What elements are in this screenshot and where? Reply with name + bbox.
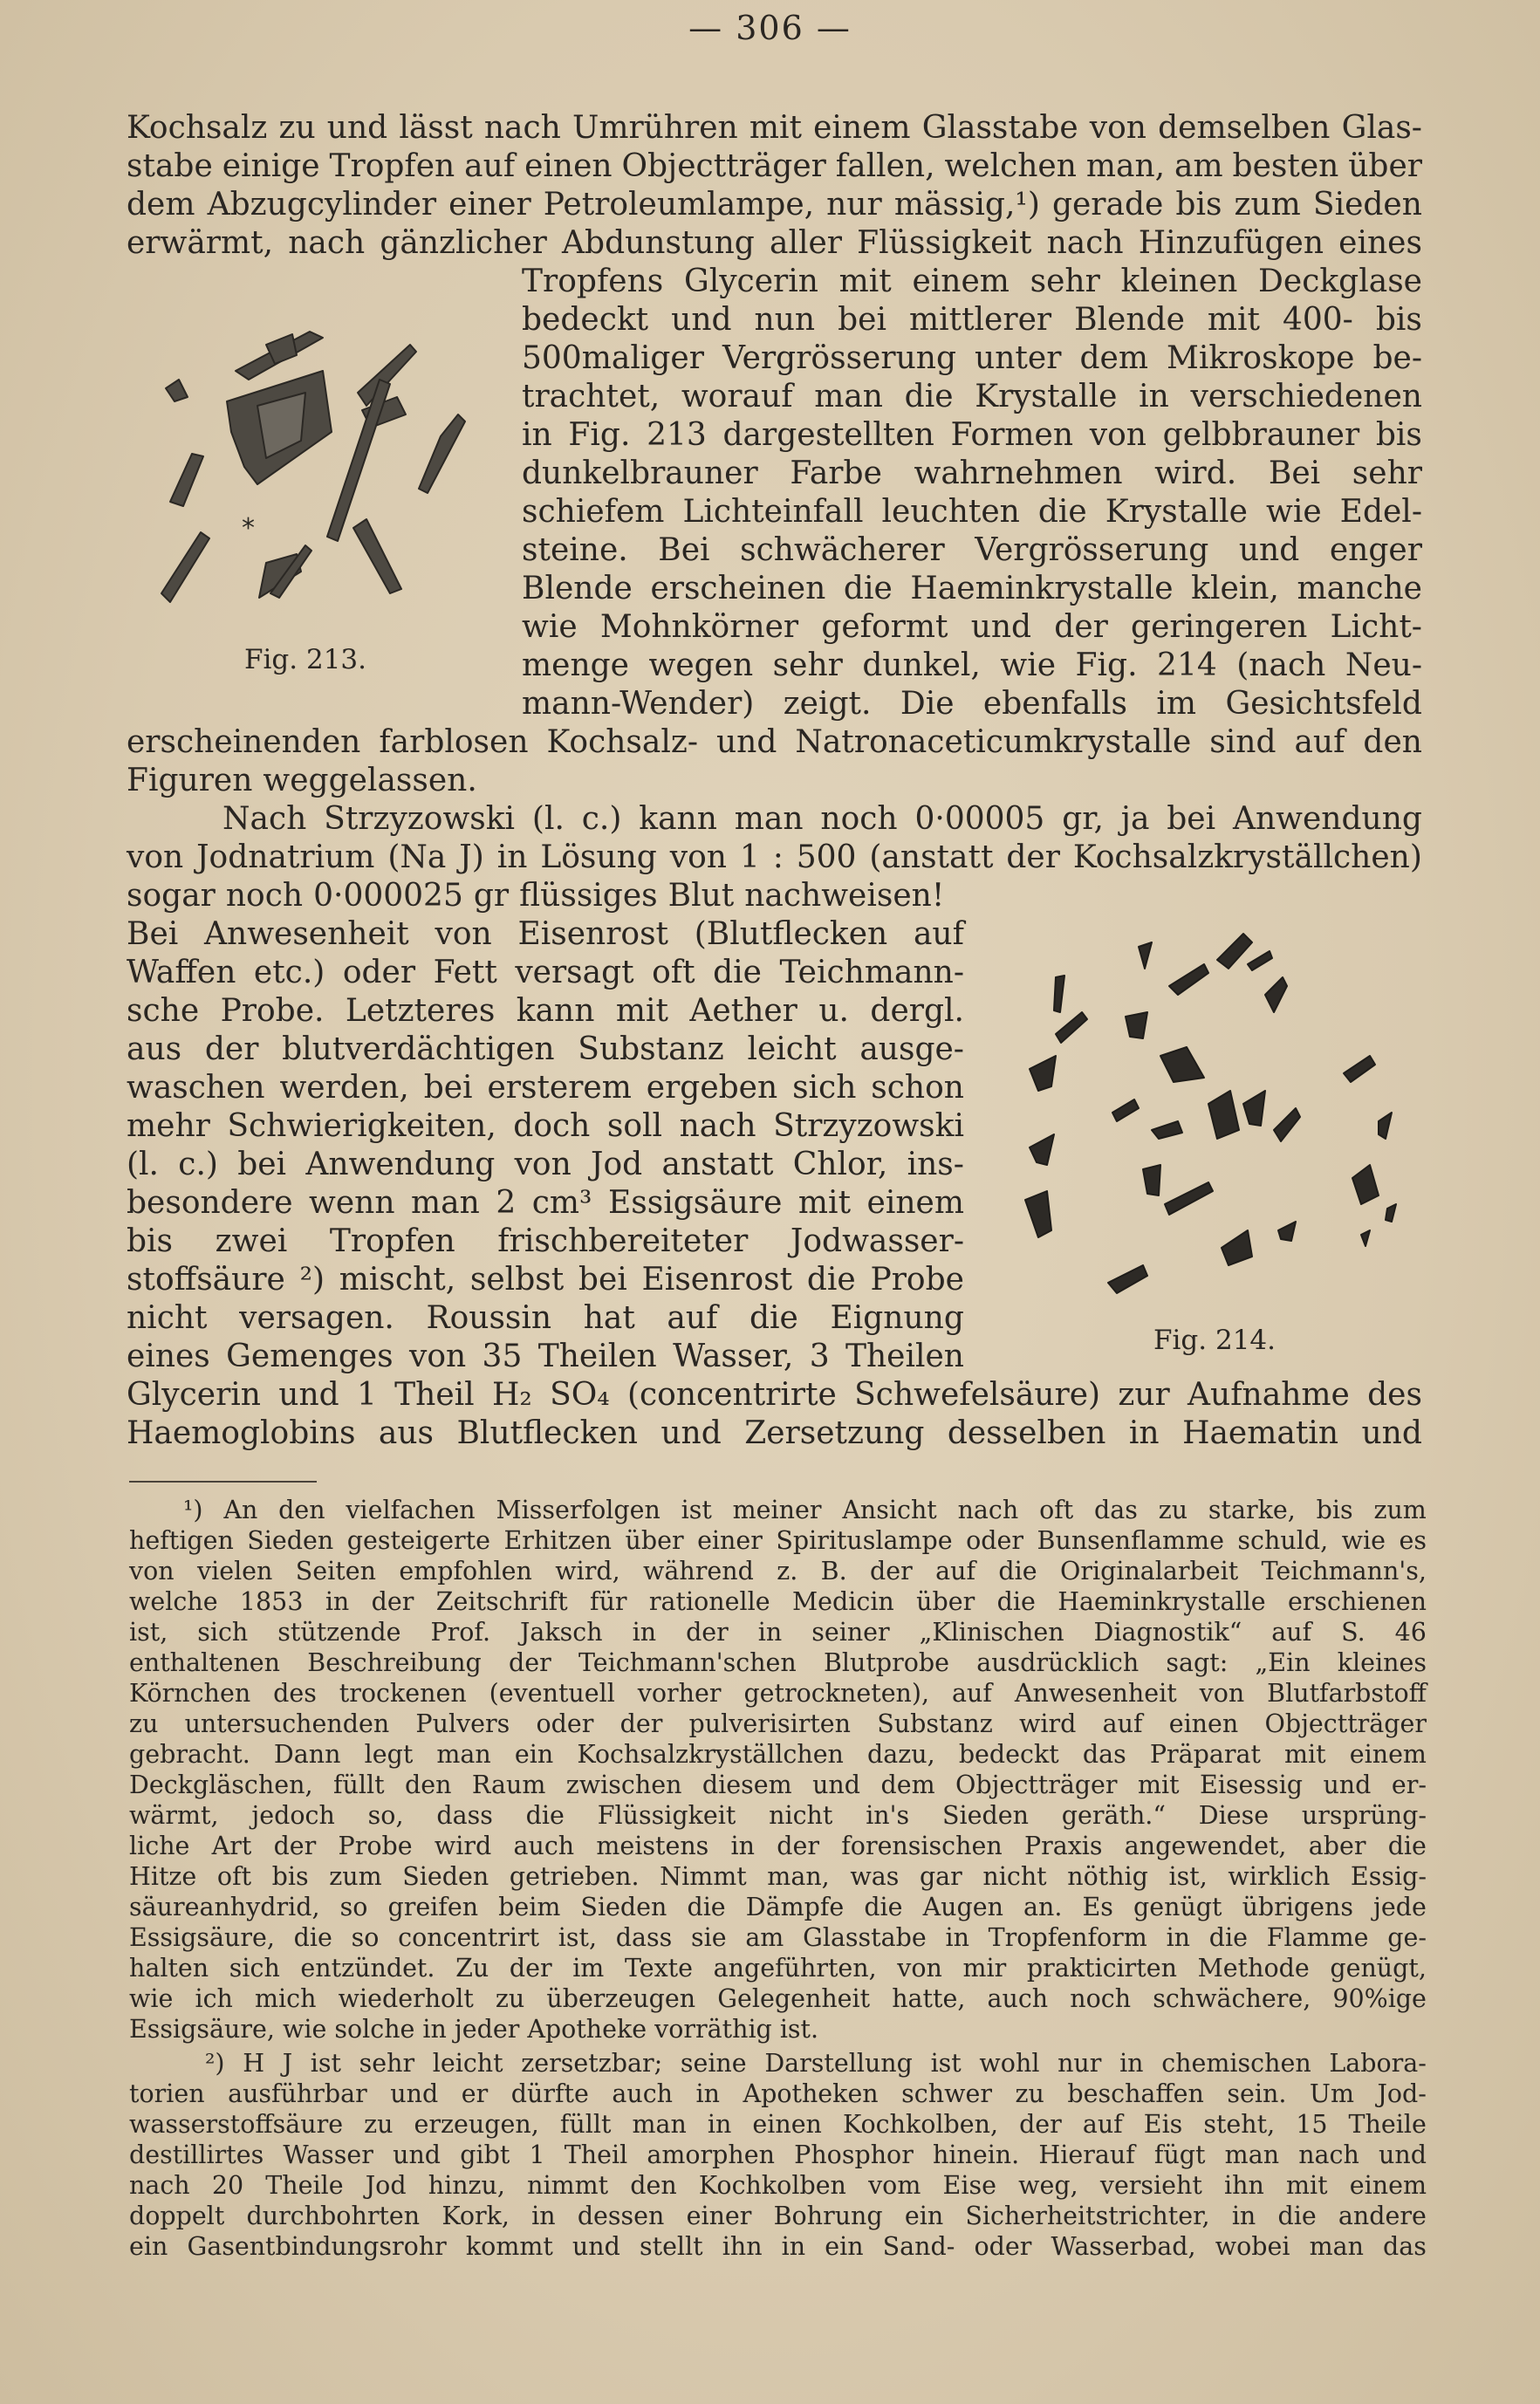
crystal-shape bbox=[1222, 1230, 1252, 1265]
crystal-shape bbox=[1152, 1121, 1182, 1139]
crystal-shape bbox=[1243, 1091, 1265, 1126]
footnote-line: Essigsäure, die so concentrirt ist, dass sie am Glasstabe in Tropfenform in die Flamme ge- bbox=[129, 1923, 1427, 1952]
body-line: Haemoglobins aus Blutflecken und Zersetzung desselben in Haematin und bbox=[127, 1415, 1422, 1451]
footnote-line: wie ich mich wiederholt zu überzeugen Gelegenheit hatte, auch noch schwächere, 90%ige bbox=[129, 1984, 1427, 2013]
footnote-line: ein Gasentbindungsrohr kommt und stellt ihn in ein Sand- oder Wasserbad, wobei man das bbox=[129, 2232, 1427, 2261]
body-line: in Fig. 213 dargestellten Formen von gelbbrauner bis bbox=[522, 417, 1422, 453]
body-line: steine. Bei schwächerer Vergrösserung und enger bbox=[522, 532, 1422, 568]
footnote-line: zu untersuchenden Pulvers oder der pulverisirten Substanz wird auf einen Objectträger bbox=[129, 1709, 1427, 1738]
crystal-shape bbox=[1054, 976, 1064, 1012]
body-line: von Jodnatrium (Na J) in Lösung von 1 : 500 (anstatt der Kochsalzkryställchen) bbox=[127, 839, 1422, 875]
footnote-line: liche Art der Probe wird auch meistens in der forensischen Praxis angewendet, aber die bbox=[129, 1832, 1427, 1860]
body-line: Nach Strzyzowski (l. c.) kann man noch 0·00005 gr, ja bei Anwendung bbox=[222, 801, 1422, 837]
body-line: eines Gemenges von 35 Theilen Wasser, 3 Theilen bbox=[127, 1339, 964, 1374]
crystal-shape bbox=[1025, 1191, 1051, 1237]
footnote-line: Deckgläschen, füllt den Raum zwischen diesem und dem Objectträger mit Eisessig und er- bbox=[129, 1770, 1427, 1799]
body-line: besondere wenn man 2 cm³ Essigsäure mit einem bbox=[127, 1185, 964, 1221]
body-line: 500maliger Vergrösserung unter dem Mikroskope be- bbox=[522, 340, 1422, 376]
body-line: trachtet, worauf man die Krystalle in verschiedenen bbox=[522, 379, 1422, 414]
crystal-shape bbox=[1165, 1182, 1213, 1215]
body-line: (l. c.) bei Anwendung von Jod anstatt Chlor, ins- bbox=[127, 1147, 964, 1182]
body-line: Bei Anwesenheit von Eisenrost (Blutflecken auf bbox=[127, 916, 964, 952]
figure-213-illustration bbox=[144, 310, 484, 624]
footnote-line: ¹) An den vielfachen Misserfolgen ist meiner Ansicht nach oft das zu starke, bis zum bbox=[183, 1496, 1427, 1524]
footnote-line: heftigen Sieden gesteigerte Erhitzen über einer Spirituslampe oder Bunsenflamme schuld, wie es bbox=[129, 1526, 1427, 1555]
body-line: erscheinenden farblosen Kochsalz- und Natronaceticumkrystalle sind auf den bbox=[127, 724, 1422, 760]
crystal-shape bbox=[1386, 1204, 1396, 1222]
body-line: Glycerin und 1 Theil H₂ SO₄ (concentrirte Schwefelsäure) zur Aufnahme des bbox=[127, 1377, 1422, 1413]
crystal-shape bbox=[1030, 1056, 1056, 1091]
body-line: dem Abzugcylinder einer Petroleumlampe, nur mässig,¹) gerade bis zum Sieden bbox=[127, 187, 1422, 223]
crystal-shape bbox=[1217, 934, 1252, 969]
crystal-shape bbox=[1265, 977, 1287, 1012]
footnote-line: gebracht. Dann legt man ein Kochsalzkryställchen dazu, bedeckt das Präparat mit einem bbox=[129, 1740, 1427, 1769]
footnote-line: torien ausführbar und er dürfte auch in Apotheken schwer zu beschaffen sein. Um Jod- bbox=[129, 2079, 1427, 2108]
crystal-shape bbox=[1208, 1091, 1239, 1139]
body-line: stoffsäure ²) mischt, selbst bei Eisenrost die Probe bbox=[127, 1262, 964, 1298]
crystal-shape bbox=[166, 380, 188, 401]
body-line: Kochsalz zu und lässt nach Umrühren mit einem Glasstabe von demselben Glas- bbox=[127, 110, 1422, 146]
footnote-line: ist, sich stützende Prof. Jaksch in der in seiner „Klinischen Diagnostik“ auf S. 46 bbox=[129, 1618, 1427, 1647]
footnote-line: ²) H J ist sehr leicht zersetzbar; seine Darstellung ist wohl nur in chemischen Labora- bbox=[205, 2049, 1427, 2078]
body-line: nicht versagen. Roussin hat auf die Eignung bbox=[127, 1300, 964, 1336]
crystal-shape bbox=[1379, 1113, 1392, 1139]
star-mark: * bbox=[242, 513, 255, 544]
crystal-shape bbox=[1139, 942, 1152, 969]
body-line: Tropfens Glycerin mit einem sehr kleinen Deckglase bbox=[522, 264, 1422, 299]
footnote-rule bbox=[129, 1481, 317, 1483]
body-line: bedeckt und nun bei mittlerer Blende mit 400- bis bbox=[522, 302, 1422, 338]
crystal-shape bbox=[1352, 1165, 1379, 1204]
crystal-shape bbox=[1108, 1265, 1147, 1293]
body-line: dunkelbrauner Farbe wahrnehmen wird. Bei sehr bbox=[522, 455, 1422, 491]
body-line: menge wegen sehr dunkel, wie Fig. 214 (nach Neu- bbox=[522, 647, 1422, 683]
footnote-line: säureanhydrid, so greifen beim Sieden die Dämpfe die Augen an. Es genügt übrigens jede bbox=[129, 1893, 1427, 1921]
body-line: Blende erscheinen die Haeminkrystalle klein, manche bbox=[522, 571, 1422, 606]
crystal-shape bbox=[1169, 964, 1208, 995]
body-line: erwärmt, nach gänzlicher Abdunstung aller Flüssigkeit nach Hinzufügen eines bbox=[127, 225, 1422, 261]
body-line: wie Mohnkörner geformt und der geringeren Licht- bbox=[522, 609, 1422, 645]
crystal-shape bbox=[1143, 1165, 1160, 1195]
body-line: sche Probe. Letzteres kann mit Aether u. dergl. bbox=[127, 993, 964, 1029]
footnote-line: welche 1853 in der Zeitschrift für rationelle Medicin über die Haeminkrystalle erschienen bbox=[129, 1587, 1427, 1616]
crystal-shape bbox=[353, 519, 401, 593]
crystal-shape bbox=[170, 454, 203, 506]
body-line: Waffen etc.) oder Fett versagt oft die Teichmann- bbox=[127, 955, 964, 990]
crystal-shape bbox=[1361, 1230, 1370, 1246]
footnote-line: nach 20 Theile Jod hinzu, nimmt den Kochkolben vom Eise weg, versieht ihn mit einem bbox=[129, 2171, 1427, 2200]
figure-214-caption: Fig. 214. bbox=[1153, 1325, 1276, 1356]
crystal-shape bbox=[1274, 1108, 1300, 1141]
body-line: waschen werden, bei ersterem ergeben sich schon bbox=[127, 1070, 964, 1106]
crystal-shape bbox=[161, 532, 209, 602]
body-line: aus der blutverdächtigen Substanz leicht ausge- bbox=[127, 1031, 964, 1067]
body-line: mehr Schwierigkeiten, doch soll nach Strzyzowski bbox=[127, 1108, 964, 1144]
footnote-line: Essigsäure, wie solche in jeder Apotheke vorräthig ist. bbox=[129, 2015, 819, 2044]
body-line: mann-Wender) zeigt. Die ebenfalls im Gesichtsfeld bbox=[522, 686, 1422, 722]
body-line: sogar noch 0·000025 gr flüssiges Blut nachweisen! bbox=[127, 878, 945, 914]
footnote-line: enthaltenen Beschreibung der Teichmann'schen Blutprobe ausdrücklich sagt: „Ein kleines bbox=[129, 1648, 1427, 1677]
figure-214-illustration bbox=[1003, 916, 1405, 1326]
page-number: — 306 — bbox=[688, 9, 852, 47]
footnote-line: von vielen Seiten empfohlen wird, während z. B. der auf die Originalarbeit Teichmann's, bbox=[129, 1557, 1427, 1586]
crystal-shape bbox=[1278, 1222, 1296, 1241]
body-line: bis zwei Tropfen frischbereiteter Jodwasser- bbox=[127, 1223, 964, 1259]
crystal-shape bbox=[327, 380, 390, 541]
footnote-line: wasserstoffsäure zu erzeugen, füllt man in einen Kochkolben, der auf Eis steht, 15 Theile bbox=[129, 2110, 1427, 2139]
crystal-shape bbox=[1112, 1099, 1139, 1121]
body-line: Figuren weggelassen. bbox=[127, 763, 477, 798]
footnote-line: halten sich entzündet. Zu der im Texte angeführten, von mir prakticirten Methode genügt, bbox=[129, 1954, 1427, 1983]
crystal-shape bbox=[1248, 951, 1272, 970]
crystal-shape bbox=[1030, 1134, 1054, 1165]
body-line: schiefem Lichteinfall leuchten die Krystalle wie Edel- bbox=[522, 494, 1422, 530]
footnote-line: wärmt, jedoch so, dass die Flüssigkeit nicht in's Sieden geräth.“ Diese ursprüng- bbox=[129, 1801, 1427, 1830]
crystal-shape bbox=[1160, 1047, 1204, 1082]
footnote-line: Körnchen des trockenen (eventuell vorher getrockneten), auf Anwesenheit von Blutfarbstoff bbox=[129, 1679, 1427, 1708]
footnote-line: destillirtes Wasser und gibt 1 Theil amorphen Phosphor hinein. Hierauf fügt man nach und bbox=[129, 2140, 1427, 2169]
crystal-shape bbox=[419, 414, 465, 493]
crystal-shape bbox=[1344, 1056, 1375, 1082]
footnote-line: Hitze oft bis zum Sieden getrieben. Nimmt man, was gar nicht nöthig ist, wirklich Essig- bbox=[129, 1862, 1427, 1891]
figure-213-caption: Fig. 213. bbox=[244, 644, 366, 675]
body-line: stabe einige Tropfen auf einen Objectträger fallen, welchen man, am besten über bbox=[127, 148, 1422, 184]
footnote-line: doppelt durchbohrten Kork, in dessen einer Bohrung ein Sicherheitstrichter, in die andere bbox=[129, 2202, 1427, 2230]
crystal-shape bbox=[1056, 1012, 1087, 1043]
crystal-shape bbox=[358, 345, 416, 406]
crystal-shape bbox=[1126, 1012, 1147, 1038]
